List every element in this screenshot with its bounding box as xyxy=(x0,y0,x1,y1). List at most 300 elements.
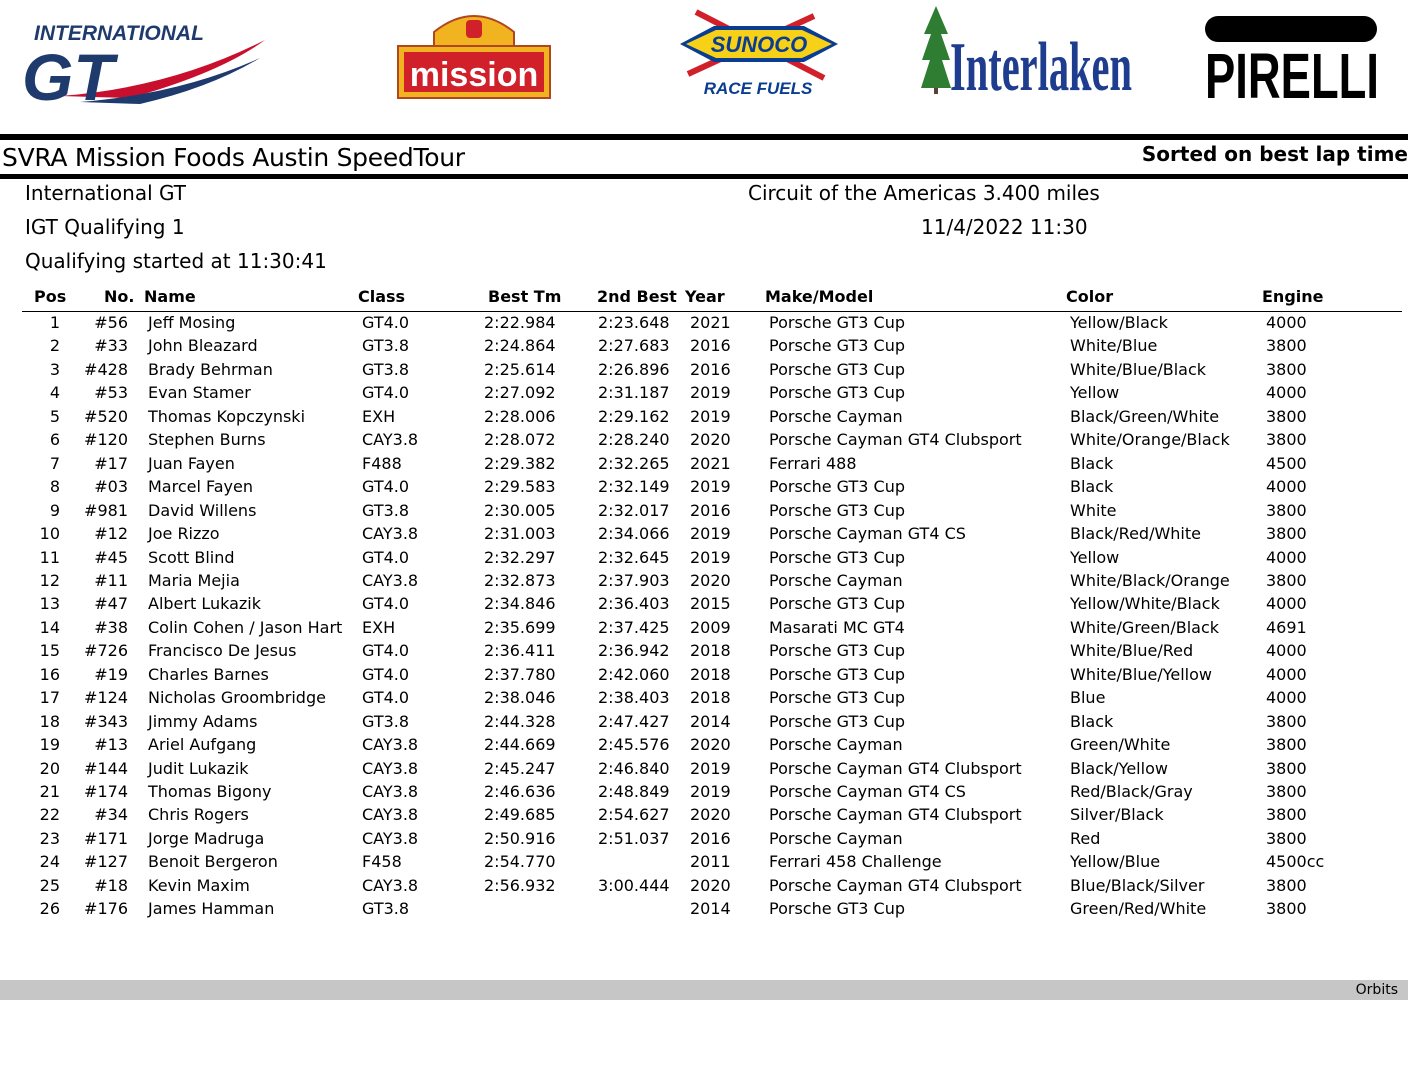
cell-class: GT4.0 xyxy=(362,383,410,403)
cell-make-model: Porsche Cayman xyxy=(769,735,903,755)
cell-pos: 14 xyxy=(39,617,60,637)
cell-pos: 21 xyxy=(39,782,60,801)
cell-color: Black/Yellow xyxy=(1070,758,1168,778)
cell-second-best-time: 2:54.627 xyxy=(598,805,670,825)
cell-car-number: #18 xyxy=(94,875,128,895)
cell-class: F488 xyxy=(362,453,402,473)
cell-make-model: Porsche GT3 Cup xyxy=(769,664,905,684)
cell-class: GT4.0 xyxy=(362,594,410,614)
cell-year: 2016 xyxy=(690,500,731,520)
cell-year: 2018 xyxy=(690,664,731,684)
cell-make-model: Porsche Cayman GT4 Clubsport xyxy=(769,875,1022,895)
table-row xyxy=(0,311,1408,334)
table-row xyxy=(0,546,1408,569)
cell-best-time: 2:35.699 xyxy=(484,617,556,637)
cell-second-best-time: 2:34.066 xyxy=(598,524,670,544)
cell-car-number: #174 xyxy=(84,782,128,801)
cell-engine: 3800 xyxy=(1266,570,1307,590)
sunoco-logo xyxy=(674,8,844,100)
cell-best-time: 2:24.864 xyxy=(484,336,556,356)
cell-make-model: Porsche Cayman GT4 CS xyxy=(769,524,966,544)
cell-make-model: Porsche GT3 Cup xyxy=(769,899,905,919)
cell-color: Yellow xyxy=(1070,383,1120,403)
international-gt-logo xyxy=(20,18,270,114)
cell-color: Black/Green/White xyxy=(1070,406,1220,426)
cell-pos: 19 xyxy=(39,735,60,755)
cell-year: 2019 xyxy=(690,477,731,497)
cell-pos: 13 xyxy=(39,594,60,614)
cell-year: 2015 xyxy=(690,594,731,614)
cell-year: 2016 xyxy=(690,828,731,848)
cell-color: Black xyxy=(1070,711,1114,731)
cell-car-number: #120 xyxy=(84,430,128,450)
cell-car-number: #343 xyxy=(84,711,128,731)
cell-make-model: Ferrari 488 xyxy=(769,453,857,473)
cell-car-number: #17 xyxy=(94,453,128,473)
cell-class: GT3.8 xyxy=(362,359,410,379)
cell-second-best-time: 2:28.240 xyxy=(598,430,670,450)
cell-engine: 3800 xyxy=(1266,406,1307,426)
table-row xyxy=(0,757,1408,780)
cell-driver-name: Scott Blind xyxy=(148,547,235,567)
cell-color: Silver/Black xyxy=(1070,805,1164,825)
cell-year: 2016 xyxy=(690,336,731,356)
cell-make-model: Porsche GT3 Cup xyxy=(769,477,905,497)
cell-make-model: Porsche GT3 Cup xyxy=(769,547,905,567)
cell-driver-name: Judit Lukazik xyxy=(148,758,249,778)
cell-engine: 4000 xyxy=(1266,383,1307,403)
cell-year: 2020 xyxy=(690,805,731,825)
cell-second-best-time: 2:51.037 xyxy=(598,828,670,848)
cell-car-number: #03 xyxy=(94,477,128,497)
cell-pos: 25 xyxy=(39,875,60,895)
cell-second-best-time: 2:31.187 xyxy=(598,383,670,403)
cell-driver-name: Jeff Mosing xyxy=(148,313,236,332)
table-row xyxy=(0,639,1408,662)
igt-logo-line1: INTERNATIONAL xyxy=(34,22,204,45)
cell-second-best-time: 2:47.427 xyxy=(598,711,670,731)
cell-pos: 7 xyxy=(49,453,60,473)
cell-pos: 11 xyxy=(39,547,60,567)
cell-make-model: Porsche Cayman xyxy=(769,828,903,848)
cell-year: 2016 xyxy=(690,359,731,379)
col-header-engine: Engine xyxy=(1262,287,1324,306)
cell-best-time: 2:27.092 xyxy=(484,383,556,403)
cell-make-model: Porsche Cayman GT4 Clubsport xyxy=(769,805,1022,825)
cell-best-time: 2:29.382 xyxy=(484,453,556,473)
cell-color: Black/Red/White xyxy=(1070,524,1201,544)
cell-best-time: 2:31.003 xyxy=(484,524,556,544)
cell-engine: 4000 xyxy=(1266,641,1307,661)
cell-car-number: #19 xyxy=(94,664,128,684)
cell-engine: 3800 xyxy=(1266,782,1307,801)
cell-best-time: 2:28.006 xyxy=(484,406,556,426)
cell-second-best-time: 2:32.645 xyxy=(598,547,670,567)
cell-class: GT4.0 xyxy=(362,688,410,708)
cell-color: White/Black/Orange xyxy=(1070,570,1230,590)
cell-car-number: #13 xyxy=(94,735,128,755)
cell-car-number: #428 xyxy=(84,359,128,379)
cell-year: 2009 xyxy=(690,617,731,637)
cell-driver-name: John Bleazard xyxy=(148,336,258,356)
cell-car-number: #33 xyxy=(94,336,128,356)
cell-color: Yellow/Black xyxy=(1070,313,1168,332)
session-name: IGT Qualifying 1 xyxy=(25,215,185,239)
table-row xyxy=(0,850,1408,873)
cell-pos: 16 xyxy=(39,664,60,684)
cell-pos: 8 xyxy=(49,477,60,497)
cell-engine: 3800 xyxy=(1266,524,1307,544)
cell-car-number: #45 xyxy=(94,547,128,567)
cell-make-model: Porsche Cayman GT4 Clubsport xyxy=(769,758,1022,778)
cell-driver-name: Brady Behrman xyxy=(148,359,273,379)
cell-best-time: 2:44.669 xyxy=(484,735,556,755)
cell-color: Yellow/Blue xyxy=(1070,852,1161,872)
table-row xyxy=(0,733,1408,756)
mission-logo-text: mission xyxy=(409,56,539,94)
cell-driver-name: David Willens xyxy=(148,500,257,520)
cell-driver-name: Colin Cohen / Jason Hart xyxy=(148,617,343,637)
cell-second-best-time: 2:36.403 xyxy=(598,594,670,614)
title-rule-bottom xyxy=(0,174,1408,179)
cell-engine: 3800 xyxy=(1266,336,1307,356)
cell-car-number: #127 xyxy=(84,852,128,872)
cell-second-best-time: 3:00.444 xyxy=(598,875,670,895)
table-row xyxy=(0,569,1408,592)
table-row xyxy=(0,334,1408,357)
cell-color: Green/White xyxy=(1070,735,1171,755)
table-row xyxy=(0,428,1408,451)
cell-color: Red/Black/Gray xyxy=(1070,782,1193,801)
cell-best-time: 2:45.247 xyxy=(484,758,556,778)
cell-class: CAY3.8 xyxy=(362,782,419,801)
table-row xyxy=(0,663,1408,686)
cell-driver-name: Joe Rizzo xyxy=(148,524,220,544)
cell-make-model: Porsche GT3 Cup xyxy=(769,711,905,731)
cell-driver-name: Thomas Kopczynski xyxy=(148,406,306,426)
cell-class: CAY3.8 xyxy=(362,828,419,848)
cell-pos: 5 xyxy=(49,406,60,426)
cell-color: Yellow xyxy=(1070,547,1120,567)
cell-driver-name: Chris Rogers xyxy=(148,805,249,825)
cell-make-model: Porsche Cayman xyxy=(769,406,903,426)
cell-year: 2014 xyxy=(690,899,731,919)
cell-engine: 3800 xyxy=(1266,735,1307,755)
cell-year: 2021 xyxy=(690,453,731,473)
col-header-best: Best Tm xyxy=(488,287,562,306)
cell-best-time: 2:29.583 xyxy=(484,477,556,497)
cell-driver-name: Maria Mejia xyxy=(148,570,240,590)
cell-engine: 3800 xyxy=(1266,359,1307,379)
cell-engine: 4000 xyxy=(1266,688,1307,708)
col-header-make: Make/Model xyxy=(765,287,874,306)
cell-color: White/Blue xyxy=(1070,336,1158,356)
cell-color: Black xyxy=(1070,477,1114,497)
cell-engine: 4000 xyxy=(1266,664,1307,684)
table-row xyxy=(0,452,1408,475)
cell-class: CAY3.8 xyxy=(362,758,419,778)
cell-year: 2014 xyxy=(690,711,731,731)
cell-year: 2011 xyxy=(690,852,731,872)
col-header-name: Name xyxy=(144,287,196,306)
table-row xyxy=(0,827,1408,850)
cell-make-model: Porsche GT3 Cup xyxy=(769,641,905,661)
cell-make-model: Porsche GT3 Cup xyxy=(769,500,905,520)
cell-engine: 4000 xyxy=(1266,313,1307,332)
cell-best-time: 2:34.846 xyxy=(484,594,556,614)
cell-year: 2019 xyxy=(690,406,731,426)
cell-best-time: 2:28.072 xyxy=(484,430,556,450)
cell-engine: 3800 xyxy=(1266,828,1307,848)
cell-color: White/Green/Black xyxy=(1070,617,1220,637)
sort-note: Sorted on best lap time xyxy=(1141,142,1408,166)
cell-second-best-time: 2:32.149 xyxy=(598,477,670,497)
cell-engine: 4691 xyxy=(1266,617,1307,637)
series-name: International GT xyxy=(25,181,187,205)
sunoco-logo-text: SUNOCO xyxy=(710,32,808,57)
cell-best-time: 2:32.873 xyxy=(484,570,556,590)
cell-year: 2019 xyxy=(690,383,731,403)
col-header-class: Class xyxy=(358,287,406,306)
cell-car-number: #981 xyxy=(84,500,128,520)
cell-best-time: 2:49.685 xyxy=(484,805,556,825)
cell-class: GT4.0 xyxy=(362,664,410,684)
cell-class: EXH xyxy=(362,406,396,426)
table-row xyxy=(0,616,1408,639)
cell-year: 2019 xyxy=(690,758,731,778)
cell-year: 2019 xyxy=(690,782,731,801)
cell-driver-name: Thomas Bigony xyxy=(148,782,272,801)
cell-car-number: #56 xyxy=(94,313,128,332)
cell-second-best-time: 2:42.060 xyxy=(598,664,670,684)
mission-logo xyxy=(396,6,552,100)
table-row xyxy=(0,710,1408,733)
cell-driver-name: Francisco De Jesus xyxy=(148,641,297,661)
cell-make-model: Porsche GT3 Cup xyxy=(769,594,905,614)
cell-second-best-time: 2:37.903 xyxy=(598,570,670,590)
cell-engine: 3800 xyxy=(1266,875,1307,895)
cell-pos: 3 xyxy=(49,359,60,379)
cell-engine: 4000 xyxy=(1266,547,1307,567)
table-row xyxy=(0,592,1408,615)
cell-make-model: Masarati MC GT4 xyxy=(769,617,905,637)
cell-second-best-time: 2:27.683 xyxy=(598,336,670,356)
cell-car-number: #34 xyxy=(94,805,128,825)
igt-logo-line2: GT xyxy=(22,40,114,114)
cell-color: White/Blue/Black xyxy=(1070,359,1206,379)
cell-year: 2020 xyxy=(690,430,731,450)
col-header-color: Color xyxy=(1066,287,1114,306)
cell-car-number: #171 xyxy=(84,828,128,848)
cell-class: GT3.8 xyxy=(362,899,410,919)
cell-year: 2020 xyxy=(690,875,731,895)
cell-best-time: 2:30.005 xyxy=(484,500,556,520)
cell-class: GT4.0 xyxy=(362,547,410,567)
cell-driver-name: Evan Stamer xyxy=(148,383,251,403)
cell-pos: 17 xyxy=(39,688,60,708)
sponsor-logos xyxy=(0,0,1408,130)
cell-class: CAY3.8 xyxy=(362,735,419,755)
cell-best-time: 2:25.614 xyxy=(484,359,556,379)
table-row xyxy=(0,405,1408,428)
cell-year: 2020 xyxy=(690,570,731,590)
session-datetime: 11/4/2022 11:30 xyxy=(921,215,1088,239)
cell-car-number: #53 xyxy=(94,383,128,403)
cell-engine: 4500 xyxy=(1266,453,1307,473)
cell-class: CAY3.8 xyxy=(362,524,419,544)
table-row xyxy=(0,874,1408,897)
col-header-no: No. xyxy=(104,287,135,306)
col-header-pos: Pos xyxy=(34,287,67,306)
cell-year: 2019 xyxy=(690,524,731,544)
cell-driver-name: Juan Fayen xyxy=(148,453,235,473)
cell-class: GT3.8 xyxy=(362,711,410,731)
cell-class: GT3.8 xyxy=(362,500,410,520)
cell-engine: 4500cc xyxy=(1266,852,1325,872)
cell-class: GT4.0 xyxy=(362,313,410,332)
cell-pos: 20 xyxy=(39,758,60,778)
cell-make-model: Porsche Cayman xyxy=(769,570,903,590)
cell-best-time: 2:56.932 xyxy=(484,875,556,895)
interlaken-logo-text: Interlaken xyxy=(950,29,1132,106)
cell-class: CAY3.8 xyxy=(362,570,419,590)
cell-car-number: #38 xyxy=(94,617,128,637)
cell-second-best-time: 2:45.576 xyxy=(598,735,670,755)
interlaken-logo xyxy=(920,4,1136,106)
cell-second-best-time: 2:26.896 xyxy=(598,359,670,379)
cell-color: White/Blue/Yellow xyxy=(1070,664,1212,684)
cell-driver-name: Ariel Aufgang xyxy=(148,735,257,755)
cell-pos: 12 xyxy=(39,570,60,590)
table-row xyxy=(0,522,1408,545)
cell-car-number: #47 xyxy=(94,594,128,614)
session-start-time: Qualifying started at 11:30:41 xyxy=(25,249,327,273)
cell-color: Black xyxy=(1070,453,1114,473)
footer-bar xyxy=(0,980,1408,1000)
cell-color: White xyxy=(1070,500,1117,520)
cell-class: EXH xyxy=(362,617,396,637)
cell-color: Yellow/White/Black xyxy=(1070,594,1220,614)
cell-car-number: #176 xyxy=(84,899,128,919)
cell-class: F458 xyxy=(362,852,402,872)
cell-best-time: 2:22.984 xyxy=(484,313,556,332)
pirelli-logo-text: PIRELLI xyxy=(1205,40,1379,112)
cell-color: Red xyxy=(1070,828,1101,848)
cell-second-best-time: 2:37.425 xyxy=(598,617,670,637)
cell-second-best-time: 2:32.017 xyxy=(598,500,670,520)
footer-text: Orbits xyxy=(1355,982,1398,998)
page-title: SVRA Mission Foods Austin SpeedTour xyxy=(2,143,465,172)
table-row xyxy=(0,897,1408,920)
cell-engine: 3800 xyxy=(1266,430,1307,450)
table-row xyxy=(0,358,1408,381)
table-row xyxy=(0,499,1408,522)
cell-second-best-time: 2:46.840 xyxy=(598,758,670,778)
cell-pos: 22 xyxy=(39,805,60,825)
cell-class: GT3.8 xyxy=(362,336,410,356)
cell-second-best-time: 2:36.942 xyxy=(598,641,670,661)
cell-driver-name: Jimmy Adams xyxy=(148,711,258,731)
cell-best-time: 2:46.636 xyxy=(484,782,556,801)
cell-driver-name: Benoit Bergeron xyxy=(148,852,278,872)
cell-make-model: Porsche Cayman GT4 CS xyxy=(769,782,966,801)
cell-color: White/Blue/Red xyxy=(1070,641,1194,661)
cell-pos: 23 xyxy=(39,828,60,848)
cell-make-model: Porsche GT3 Cup xyxy=(769,383,905,403)
sunoco-logo-subtext: RACE FUELS xyxy=(703,79,813,98)
table-row xyxy=(0,686,1408,709)
table-row xyxy=(0,803,1408,826)
cell-second-best-time: 2:48.849 xyxy=(598,782,670,801)
cell-engine: 3800 xyxy=(1266,899,1307,919)
cell-engine: 3800 xyxy=(1266,805,1307,825)
cell-driver-name: Kevin Maxim xyxy=(148,875,250,895)
cell-pos: 9 xyxy=(49,500,60,520)
cell-driver-name: James Hamman xyxy=(148,899,275,919)
col-header-second: 2nd Best xyxy=(597,287,677,306)
cell-driver-name: Albert Lukazik xyxy=(148,594,261,614)
cell-driver-name: Jorge Madruga xyxy=(148,828,265,848)
cell-best-time: 2:54.770 xyxy=(484,852,556,872)
cell-second-best-time: 2:38.403 xyxy=(598,688,670,708)
cell-best-time: 2:44.328 xyxy=(484,711,556,731)
cell-best-time: 2:32.297 xyxy=(484,547,556,567)
title-rule-top xyxy=(0,134,1408,140)
cell-color: Green/Red/White xyxy=(1070,899,1207,919)
cell-engine: 3800 xyxy=(1266,711,1307,731)
cell-pos: 1 xyxy=(49,313,60,332)
cell-make-model: Ferrari 458 Challenge xyxy=(769,852,942,872)
cell-year: 2019 xyxy=(690,547,731,567)
cell-pos: 15 xyxy=(39,641,60,661)
cell-pos: 2 xyxy=(49,336,60,356)
cell-car-number: #144 xyxy=(84,758,128,778)
cell-make-model: Porsche GT3 Cup xyxy=(769,688,905,708)
cell-pos: 4 xyxy=(49,383,60,403)
cell-make-model: Porsche GT3 Cup xyxy=(769,313,905,332)
cell-best-time: 2:36.411 xyxy=(484,641,556,661)
cell-second-best-time: 2:32.265 xyxy=(598,453,670,473)
cell-pos: 24 xyxy=(39,852,60,872)
cell-car-number: #520 xyxy=(84,406,128,426)
table-row xyxy=(0,475,1408,498)
cell-year: 2020 xyxy=(690,735,731,755)
col-header-year: Year xyxy=(685,287,725,306)
cell-make-model: Porsche GT3 Cup xyxy=(769,359,905,379)
cell-year: 2018 xyxy=(690,688,731,708)
cell-year: 2018 xyxy=(690,641,731,661)
pirelli-logo xyxy=(1203,14,1381,112)
cell-driver-name: Nicholas Groombridge xyxy=(148,688,326,708)
cell-color: Blue/Black/Silver xyxy=(1070,875,1205,895)
cell-engine: 3800 xyxy=(1266,500,1307,520)
cell-driver-name: Charles Barnes xyxy=(148,664,269,684)
cell-pos: 6 xyxy=(49,430,60,450)
cell-make-model: Porsche GT3 Cup xyxy=(769,336,905,356)
cell-pos: 10 xyxy=(39,524,60,544)
cell-class: CAY3.8 xyxy=(362,430,419,450)
cell-pos: 26 xyxy=(39,899,60,919)
cell-second-best-time: 2:23.648 xyxy=(598,313,670,332)
cell-car-number: #726 xyxy=(84,641,128,661)
track-info: Circuit of the Americas 3.400 miles xyxy=(748,181,1100,205)
cell-driver-name: Stephen Burns xyxy=(148,430,266,450)
table-row xyxy=(0,381,1408,404)
cell-car-number: #124 xyxy=(84,688,128,708)
cell-color: White/Orange/Black xyxy=(1070,430,1230,450)
cell-class: GT4.0 xyxy=(362,641,410,661)
cell-color: Blue xyxy=(1070,688,1106,708)
